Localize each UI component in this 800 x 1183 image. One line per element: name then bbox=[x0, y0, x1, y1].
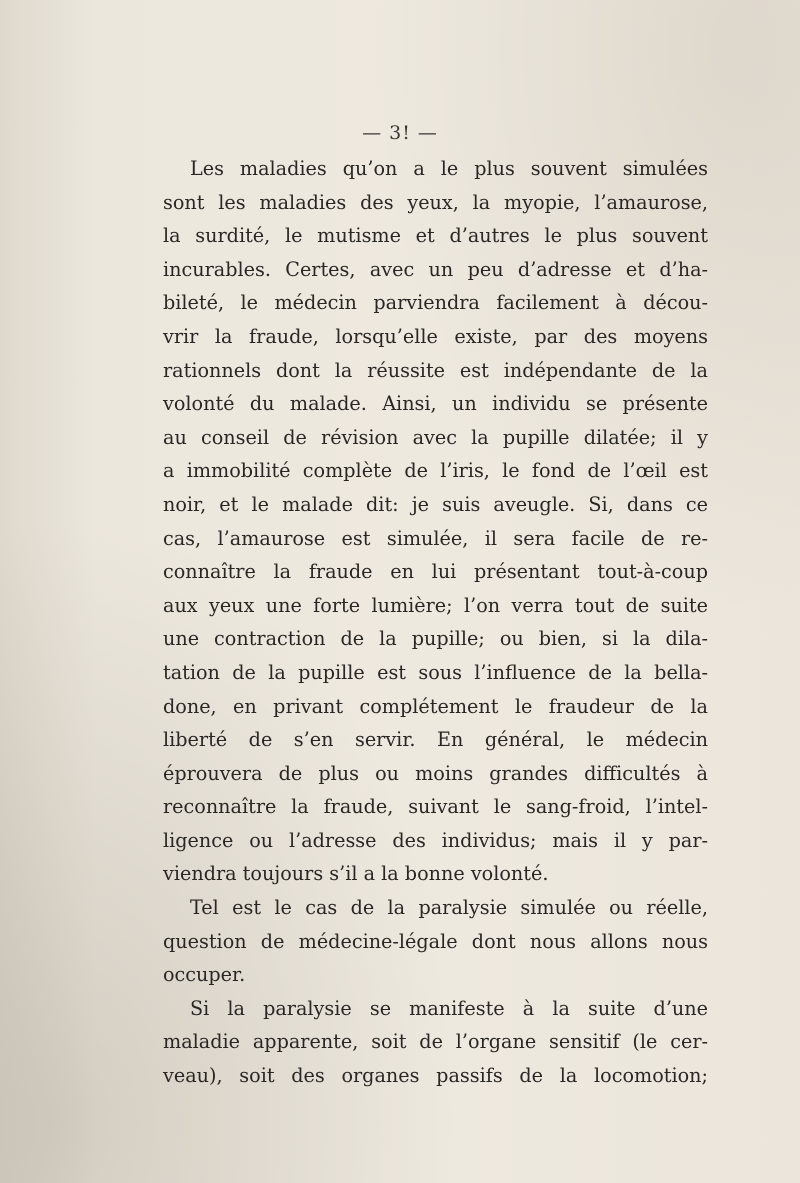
text-line: occuper. bbox=[163, 963, 246, 987]
text-line: maladie apparente, soit de l’organe sensitif (le cer- bbox=[163, 1030, 708, 1054]
text-line: bileté, le médecin parviendra facilement à décou- bbox=[163, 291, 708, 315]
text-line: liberté de s’en servir. En général, le médecin bbox=[163, 728, 708, 752]
text-line: vrir la fraude, lorsqu’elle existe, par des moyens bbox=[163, 324, 708, 348]
text-line: tation de la pupille est sous l’influence de la bella- bbox=[163, 660, 708, 684]
text-line: Si la paralysie se manifeste à la suite d’une bbox=[190, 996, 708, 1020]
text-line: une contraction de la pupille; ou bien, si la dila- bbox=[163, 627, 708, 651]
text-line: Tel est le cas de la paralysie simulée ou réelle, bbox=[190, 896, 708, 920]
text-line: incurables. Certes, avec un peu d’adresse et d’ha- bbox=[163, 257, 708, 281]
text-line: aux yeux une forte lumière; l’on verra tout de suite bbox=[163, 593, 708, 617]
text-line: éprouvera de plus ou moins grandes difficultés à bbox=[163, 761, 708, 785]
text-line: reconnaître la fraude, suivant le sang-froid, l’intel- bbox=[163, 795, 708, 819]
text-line: done, en privant complétement le fraudeur de la bbox=[163, 694, 708, 718]
text-line: volonté du malade. Ainsi, un individu se présente bbox=[163, 392, 708, 416]
text-line: Les maladies qu’on a le plus souvent simulées bbox=[190, 157, 708, 180]
body-text bbox=[163, 152, 708, 1093]
text-line: viendra toujours s’il a la bonne volonté. bbox=[163, 862, 549, 886]
text-line: a immobilité complète de l’iris, le fond de l’œil est bbox=[163, 459, 708, 483]
text-line: sont les maladies des yeux, la myopie, l’amaurose, bbox=[163, 190, 708, 214]
text-line: connaître la fraude en lui présentant tout-à-coup bbox=[163, 560, 708, 584]
text-line: rationnels dont la réussite est indépendante de la bbox=[163, 358, 708, 382]
text-line: la surdité, le mutisme et d’autres le plus souvent bbox=[163, 224, 708, 248]
text-line: ligence ou l’adresse des individus; mais il y par- bbox=[163, 828, 708, 852]
text-line: cas, l’amaurose est simulée, il sera facile de re- bbox=[163, 526, 708, 550]
text-line: au conseil de révision avec la pupille dilatée; il y bbox=[163, 425, 708, 449]
text-line: veau), soit des organes passifs de la locomotion; bbox=[163, 1064, 708, 1088]
page-number-header: — 3! — bbox=[362, 122, 438, 144]
text-line: question de médecine-légale dont nous allons nous bbox=[163, 929, 708, 953]
text-line: noir, et le malade dit: je suis aveugle. Si, dans ce bbox=[163, 492, 708, 516]
